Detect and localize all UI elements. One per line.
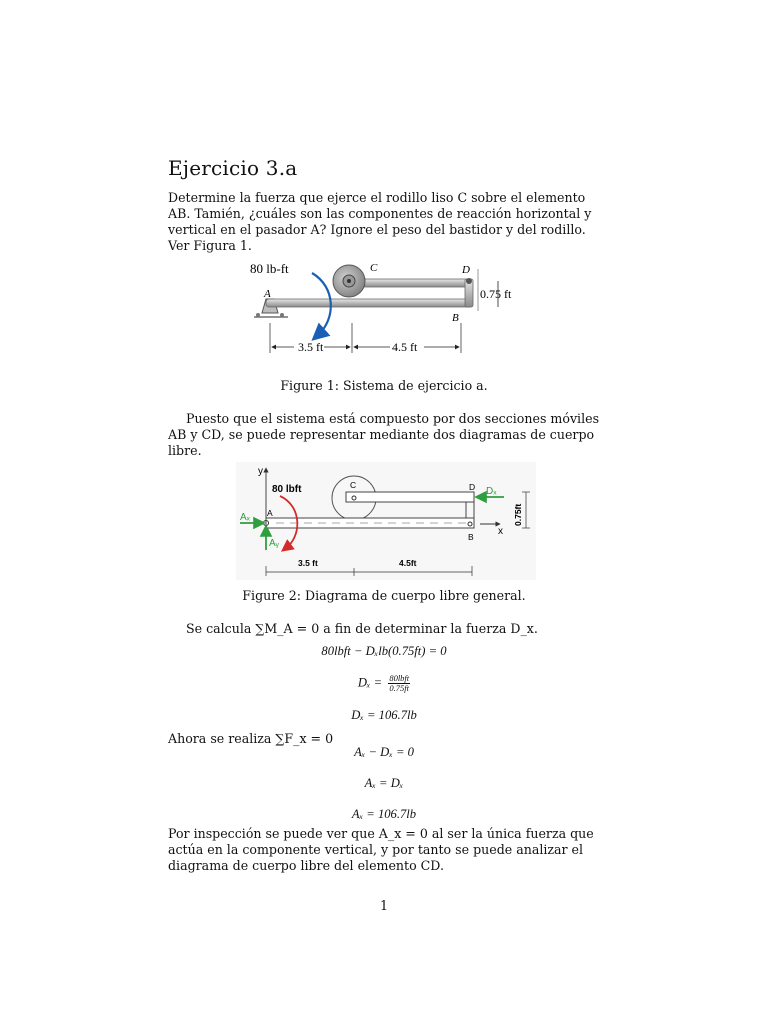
figure-1 (240, 255, 530, 365)
figure-2-caption: Figure 2: Diagrama de cuerpo libre general. (242, 588, 526, 603)
force-intro: Ahora se realiza ∑F_x = 0 (168, 731, 334, 746)
dx-lhs: Dₓ = (357, 675, 383, 690)
force-ay-label: Aᵧ (269, 538, 279, 549)
moment-equation: 80lbft − Dₓlb(0.75ft) = 0 (321, 644, 447, 658)
ax-value-equation: Aₓ = 106.7lb (351, 807, 417, 821)
dim-left: 3.5 ft (298, 340, 324, 354)
member-ab (266, 299, 472, 307)
page-number: 1 (379, 898, 388, 913)
fbd-dim-left: 3.5 ft (298, 558, 318, 568)
section-title: Ejercicio 3.a (168, 156, 298, 180)
dx-fraction (388, 674, 410, 693)
axis-x-label: x (498, 526, 503, 537)
fbd-label-d: D (469, 482, 476, 492)
force-dx-label: Dₓ (486, 486, 497, 497)
fbd-dim-right: 4.5ft (399, 558, 417, 568)
dim-right: 4.5 ft (392, 340, 418, 354)
dim-height: 0.75 ft (480, 287, 512, 301)
system-paragraph: Puesto que el sistema está compuesto por dos secciones móviles AB y CD, se puede representar mediante dos diagramas de cuerpo libre. (168, 411, 600, 458)
ax-eq-dx-equation: Aₓ = Dₓ (364, 776, 404, 790)
moment-intro: Se calcula ∑M_A = 0 a fin de determinar la fuerza D_x. (186, 621, 538, 636)
label-b: B (452, 312, 459, 324)
roller-c (333, 265, 365, 297)
label-a: A (264, 288, 271, 300)
label-d: D (462, 264, 470, 276)
conclusion-paragraph: Por inspección se puede ver que A_x = 0 al ser la única fuerza que actúa en la componente vertical, y por tanto se puede analizar el diagrama de cuerpo libre del elemento CD. (168, 826, 594, 873)
fbd-dim-height: 0.75ft (513, 503, 523, 526)
fbd-member-cd (346, 492, 474, 502)
fbd-label-a: A (267, 508, 273, 518)
fbd-label-c: C (350, 480, 357, 490)
sum-fx-equation: Aₓ − Dₓ = 0 (354, 745, 414, 759)
fbd-label-b: B (468, 532, 474, 542)
dx-numerator: 80lbft (389, 673, 410, 683)
dx-value-equation: Dₓ = 106.7lb (351, 708, 417, 722)
moment-label: 80 lb-ft (250, 261, 289, 276)
force-ax-label: Aₓ (240, 512, 250, 523)
label-c: C (370, 262, 378, 274)
figure-1-caption: Figure 1: Sistema de ejercicio a. (280, 378, 488, 393)
fbd-moment-label: 80 lbft (272, 484, 302, 495)
figure-2 (236, 462, 536, 580)
dx-fraction-equation (0, 674, 768, 693)
axis-y-label: y (258, 466, 263, 477)
dx-denominator: 0.75ft (389, 683, 410, 693)
intro-paragraph: Determine la fuerza que ejerce el rodillo liso C sobre el elemento AB. Tamién, ¿cuáles son las componentes de reacción horizontal y vertical en el pasador A? Ignore el peso del bastidor y del rodillo. Ver Figura 1. (168, 190, 592, 253)
